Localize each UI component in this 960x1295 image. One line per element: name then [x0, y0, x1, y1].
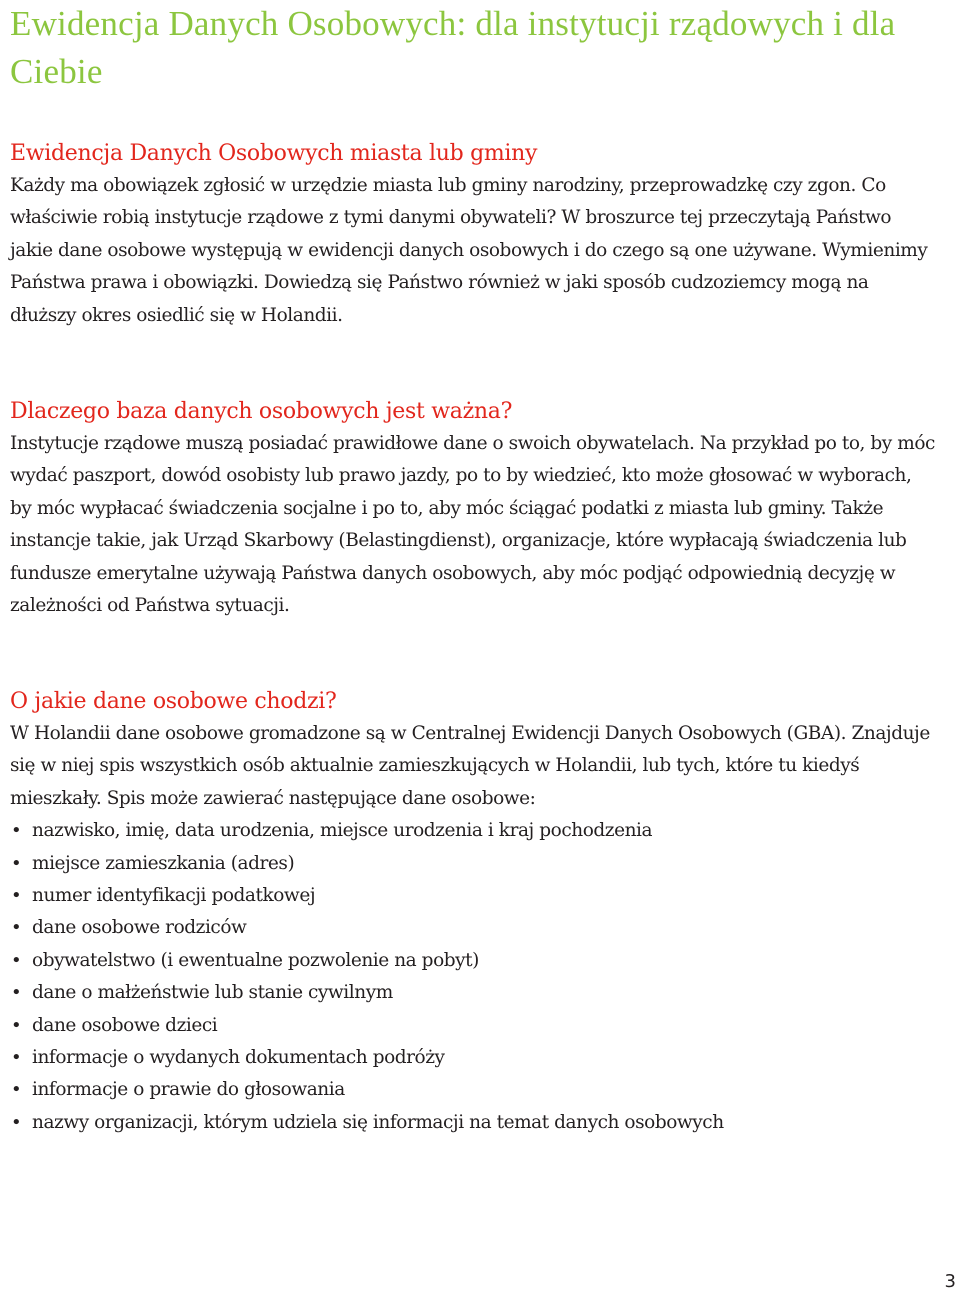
- section-heading: Ewidencja Danych Osobowych miasta lub gminy: [10, 141, 538, 166]
- section-dlaczego: [10, 396, 935, 622]
- bullet-icon: •: [11, 820, 22, 842]
- section-body: Każdy ma obowiązek zgłosić w urzędzie miasta lub gminy narodziny, przeprowadzkę czy zgon. Co właściwie robią instytucje rządowe z tymi danymi obywateli? W broszurce tej przeczytają Państwo jakie dane osobowe występują w ewidencji danych osobowych i do czego są one używane. Wymienimy Państwa prawa i obowiązki. Dowiedzą się Państwo również w jaki sposób cudzoziemcy mogą na dłuższy okres osiedlić się w Holandii.: [10, 175, 928, 326]
- list-item: [10, 1042, 935, 1074]
- bullet-icon: •: [11, 852, 22, 874]
- bullet-icon: •: [11, 1079, 22, 1101]
- data-list: [10, 815, 935, 1139]
- section-body: W Holandii dane osobowe gromadzone są w Centralnej Ewidencji Danych Osobowych (GBA). Znajduje się w niej spis wszystkich osób aktualnie zamieszkujących w Holandii, lub tych, które tu kiedyś mieszkały. Spis może zawierać następujące dane osobowe:: [10, 723, 930, 809]
- list-item: [10, 945, 935, 977]
- bullet-icon: •: [11, 949, 22, 971]
- list-item: [10, 815, 935, 847]
- list-item: [10, 1107, 935, 1139]
- bullet-icon: •: [11, 885, 22, 907]
- list-item-text: numer identyfikacji podatkowej: [32, 885, 316, 907]
- list-item-text: miejsce zamieszkania (adres): [32, 852, 295, 874]
- bullet-icon: •: [11, 1111, 22, 1133]
- list-item-text: informacje o wydanych dokumentach podróży: [32, 1047, 445, 1069]
- bullet-icon: •: [11, 982, 22, 1004]
- section-body: Instytucje rządowe muszą posiadać prawidłowe dane o swoich obywatelach. Na przykład po to, by móc wydać paszport, dowód osobisty lub prawo jazdy, po to by wiedzieć, kto może głosować w wyborach, by móc wypłacać świadczenia socjalne i po to, aby móc ściągać podatki z miasta lub gminy. Także instancje takie, jak Urząd Skarbowy (Belastingdienst), organizacje, które wypłacają świadczenia lub fundusze emerytalne używają Państwa danych osobowych, aby móc podjąć odpowiednią decyzję w zależności od Państwa sytuacji.: [10, 433, 935, 617]
- list-item: [10, 912, 935, 944]
- section-ewidencja: [10, 138, 935, 332]
- section-heading: Dlaczego baza danych osobowych jest ważna?: [10, 399, 513, 424]
- list-item: [10, 880, 935, 912]
- list-item-text: obywatelstwo (i ewentualne pozwolenie na pobyt): [32, 949, 479, 971]
- list-item-text: dane o małżeństwie lub stanie cywilnym: [32, 982, 393, 1004]
- section-jakie-dane: [10, 686, 935, 1139]
- list-item: [10, 1010, 935, 1042]
- list-item-text: nazwy organizacji, którym udziela się informacji na temat danych osobowych: [32, 1111, 724, 1133]
- bullet-icon: •: [11, 1047, 22, 1069]
- bullet-icon: •: [11, 1014, 22, 1036]
- list-item-text: nazwisko, imię, data urodzenia, miejsce urodzenia i kraj pochodzenia: [32, 820, 653, 842]
- list-item-text: dane osobowe rodziców: [32, 917, 247, 939]
- list-item-text: informacje o prawie do głosowania: [32, 1079, 345, 1101]
- section-heading: O jakie dane osobowe chodzi?: [10, 689, 337, 714]
- page-number: 3: [944, 1271, 956, 1292]
- list-item: [10, 848, 935, 880]
- bullet-icon: •: [11, 917, 22, 939]
- page-title: Ewidencja Danych Osobowych: dla instytucji rządowych i dla Ciebie: [10, 4, 896, 91]
- list-item: [10, 977, 935, 1009]
- list-item-text: dane osobowe dzieci: [32, 1014, 218, 1036]
- list-item: [10, 1074, 935, 1106]
